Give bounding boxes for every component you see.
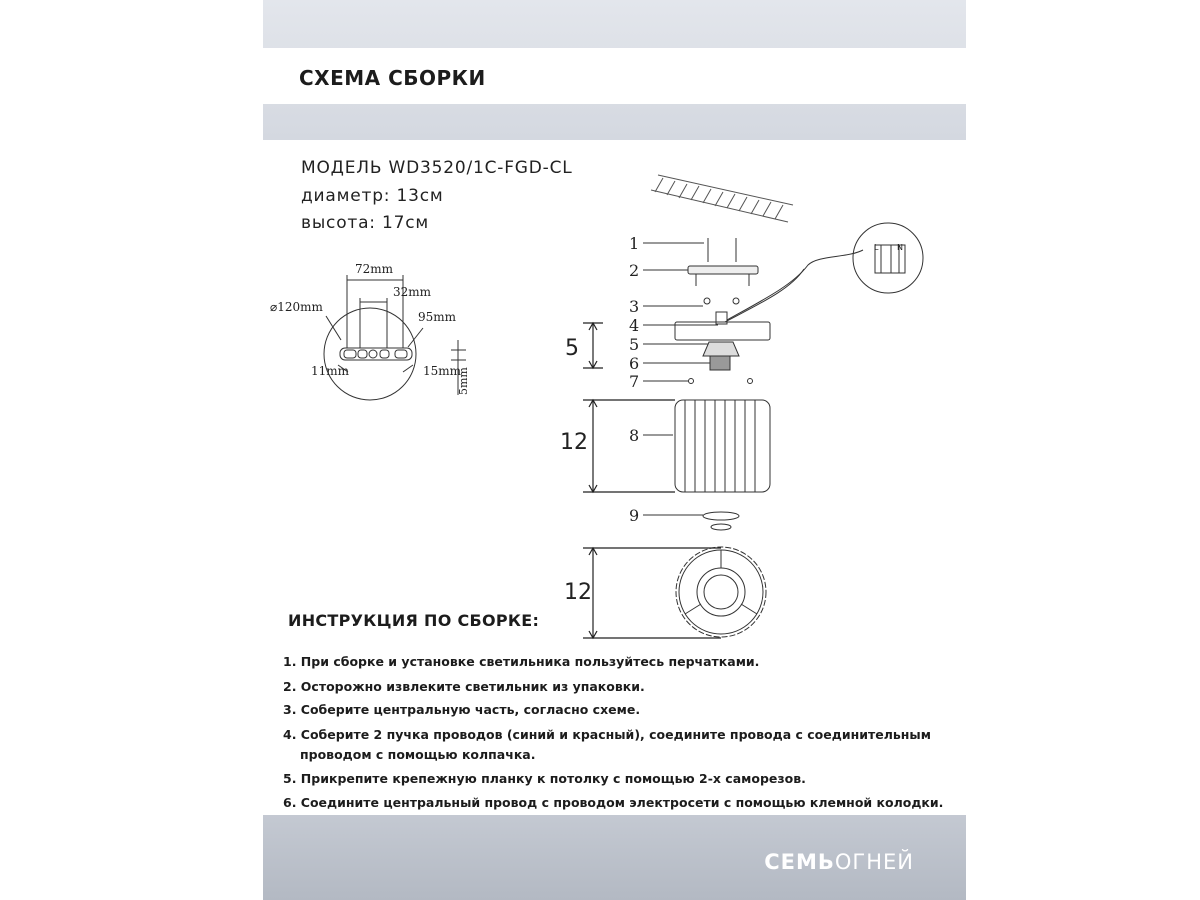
terminal-l: L [874, 243, 879, 252]
dim-15: 15mm [423, 364, 462, 378]
lamp-parts [675, 223, 923, 637]
step-2: 2. Осторожно извлеките светильник из упаковки. [283, 679, 645, 694]
step-4: 4. Соберите 2 пучка проводов (синий и красный), соедините провода с соединительным [283, 727, 931, 742]
part-4: 4 [629, 316, 640, 335]
part-leaders [643, 243, 718, 515]
dim-shade-diameter: 12 [564, 580, 592, 605]
height-label: высота: 17см [301, 213, 430, 233]
instructions-title: ИНСТРУКЦИЯ ПО СБОРКЕ: [288, 611, 540, 630]
terminal-n: N [897, 243, 903, 252]
dim-120: ⌀120mm [270, 300, 323, 314]
diameter-label: диаметр: 13см [301, 186, 444, 206]
page-title: СХЕМА СБОРКИ [299, 66, 486, 90]
step-4-continued: проводом с помощью колпачка. [300, 747, 536, 762]
step-5: 5. Прикрепите крепежную планку к потолку с помощью 2-х саморезов. [283, 771, 806, 786]
plate-circle [324, 308, 416, 400]
part-6: 6 [629, 354, 640, 373]
dim-canopy: 5 [565, 336, 579, 361]
step-1: 1. При сборке и установке светильника пользуйтесь перчатками. [283, 654, 760, 669]
part-5: 5 [629, 335, 640, 354]
part-2: 2 [629, 261, 640, 280]
brand-light: ОГНЕЙ [834, 850, 914, 874]
dim-95: 95mm [418, 310, 457, 324]
dim-shade-height: 12 [560, 430, 588, 455]
part-7: 7 [629, 372, 640, 391]
part-1: 1 [629, 234, 640, 253]
brand-bold: СЕМЬ [764, 850, 835, 874]
brand-logo [764, 850, 914, 874]
part-8: 8 [629, 426, 640, 445]
step-3: 3. Соберите центральную часть, согласно схеме. [283, 702, 641, 717]
part-3: 3 [629, 297, 640, 316]
dimension-arrows [583, 323, 721, 638]
dim-72: 72mm [355, 262, 394, 276]
part-number-labels [629, 234, 639, 525]
instruction-sheet [263, 0, 966, 900]
assembly-drawing [263, 0, 966, 900]
dim-32: 32mm [393, 285, 432, 299]
model-label: МОДЕЛЬ WD3520/1C-FGD-CL [301, 158, 573, 178]
step-6: 6. Соедините центральный провод с проводом электросети с помощью клемной колодки. [283, 795, 944, 810]
dim-11: 11mm [311, 364, 350, 378]
ceiling-hatch [651, 175, 793, 222]
part-9: 9 [629, 506, 640, 525]
dim-5: 5mm [457, 367, 470, 395]
